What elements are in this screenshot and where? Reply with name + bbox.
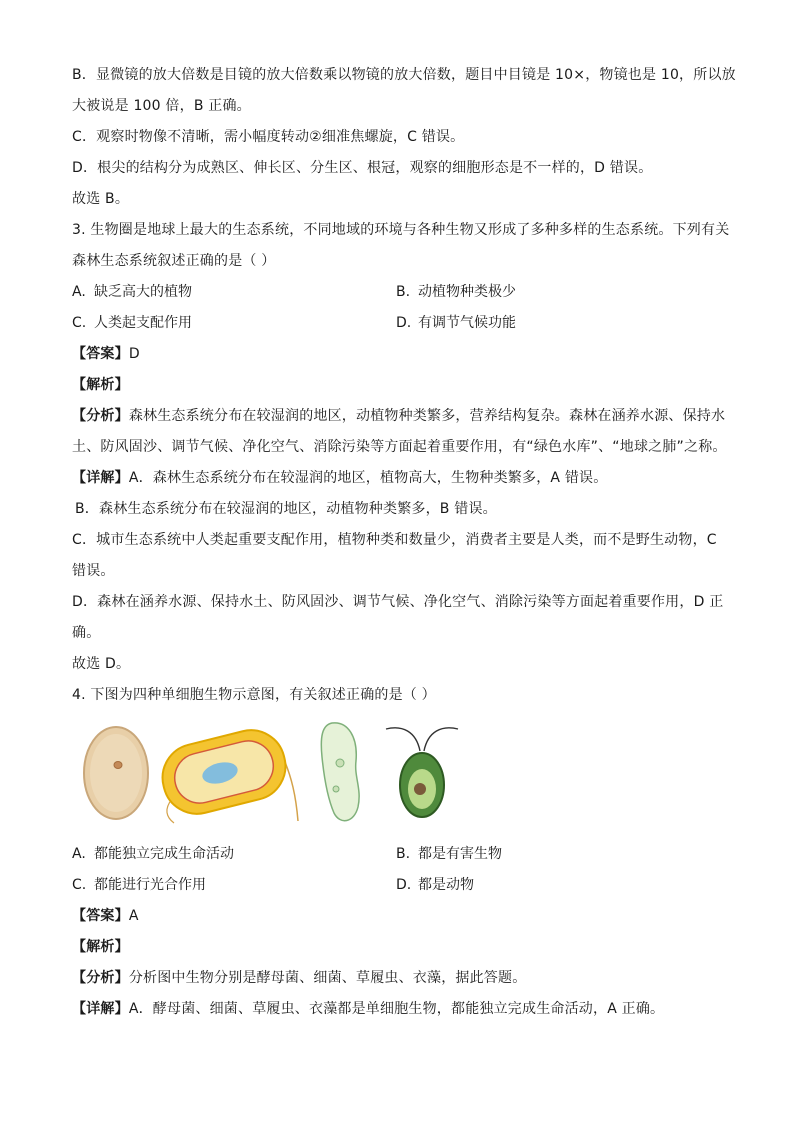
- q4-organisms-figure: [72, 717, 722, 835]
- q3-stem-line2: 森林生态系统叙述正确的是（ ）: [72, 253, 276, 269]
- q4-options-row1: [72, 839, 722, 870]
- q4-xiangjie-a: 【详解】A．酵母菌、细菌、草履虫、衣藻都是单细胞生物，都能独立完成生命活动，A 正确。: [72, 1001, 665, 1017]
- q3-answer: 【答案】D: [72, 346, 140, 362]
- q4-options-row2: [72, 870, 722, 901]
- q2-explain-b-line1: B．显微镜的放大倍数是目镜的放大倍数乘以物镜的放大倍数，题目中目镜是 10×，物镜也是 10，所以放: [72, 67, 736, 83]
- document-page: [72, 60, 736, 1025]
- q3-explain-c-line1: C．城市生态系统中人类起重要支配作用，植物种类和数量少，消费者主要是人类，而不是野生动物，C: [72, 532, 717, 548]
- q3-option-a: A. 缺乏高大的植物: [72, 284, 192, 300]
- q3-stem-line1: 3. 生物圈是地球上最大的生态系统，不同地域的环境与各种生物又形成了多种多样的生态系统。下列有关: [72, 222, 730, 238]
- q3-choice: 故选 D。: [72, 656, 131, 672]
- q4-fenxi: 【分析】分析图中生物分别是酵母菌、细菌、草履虫、衣藻，据此答题。: [72, 970, 527, 986]
- q3-option-c: C. 人类起支配作用: [72, 315, 192, 331]
- bacterium-illustration: [156, 717, 304, 829]
- q4-option-a: A. 都能独立完成生命活动: [72, 846, 234, 862]
- q3-xiangjie-a: 【详解】A．森林生态系统分布在较湿润的地区，植物高大，生物种类繁多，A 错误。: [72, 470, 608, 486]
- q3-option-d: D. 有调节气候功能: [396, 315, 516, 331]
- q4-stem: 4. 下图为四种单细胞生物示意图，有关叙述正确的是（ ）: [72, 687, 436, 703]
- q2-explain-c: C．观察时物像不清晰，需小幅度转动②细准焦螺旋，C 错误。: [72, 129, 465, 145]
- q4-option-b: B. 都是有害生物: [396, 846, 502, 862]
- q2-explain-b-line2: 大被说是 100 倍，B 正确。: [72, 98, 251, 114]
- yeast-illustration: [78, 717, 154, 829]
- q3-fenxi-line2: 土、防风固沙、调节气候、净化空气、消除污染等方面起着重要作用，有“绿色水库”、“地球之肺”之称。: [72, 439, 727, 455]
- q2-explain-d: D．根尖的结构分为成熟区、伸长区、分生区、根冠，观察的细胞形态是不一样的，D 错误。: [72, 160, 653, 176]
- q3-explain-d-line2: 确。: [72, 625, 101, 641]
- q2-choice: 故选 B。: [72, 191, 130, 207]
- q3-explain-b: B．森林生态系统分布在较湿润的地区，动植物种类繁多，B 错误。: [75, 501, 497, 517]
- q3-options-row1: [72, 277, 722, 308]
- chlamydomonas-illustration: [380, 717, 464, 829]
- q3-option-b: B. 动植物种类极少: [396, 284, 516, 300]
- q4-option-c: C. 都能进行光合作用: [72, 877, 206, 893]
- q4-option-d: D. 都是动物: [396, 877, 474, 893]
- q3-options-row2: [72, 308, 722, 339]
- q3-fenxi-line1: 【分析】森林生态系统分布在较湿润的地区，动植物种类繁多，营养结构复杂。森林在涵养水源、保持水: [72, 408, 726, 424]
- q3-analysis-heading: 【解析】: [72, 377, 129, 393]
- q3-explain-d-line1: D．森林在涵养水源、保持水土、防风固沙、调节气候、净化空气、消除污染等方面起着重要作用，D 正: [72, 594, 724, 610]
- q3-explain-c-line2: 错误。: [72, 563, 115, 579]
- q4-analysis-heading: 【解析】: [72, 939, 129, 955]
- paramecium-illustration: [312, 717, 372, 829]
- q4-answer: 【答案】A: [72, 908, 139, 924]
